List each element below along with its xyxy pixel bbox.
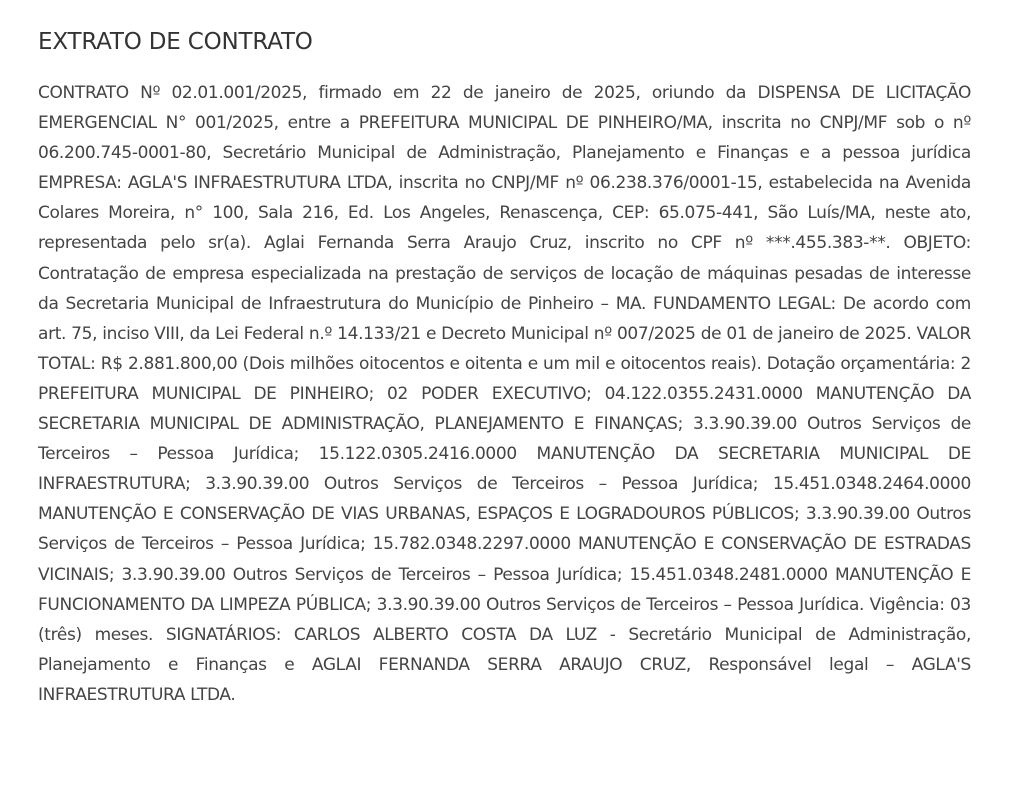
contract-extract	[38, 26, 971, 710]
page-title: EXTRATO DE CONTRATO	[38, 29, 313, 55]
contract-body-text: CONTRATO Nº 02.01.001/2025, firmado em 22 de janeiro de 2025, oriundo da DISPENSA DE LICITAÇÃO EMERGENCIAL N° 001/2025, entre a PREFEITURA MUNICIPAL DE PINHEIRO/MA, inscrita no CNPJ/MF sob o nº 06.200.745-0001-80, Secretário Municipal de Administração, Planejamento e Finanças e a pessoa jurídica EMPRESA: AGLA'S INFRAESTRUTURA LTDA, inscrita no CNPJ/MF nº 06.238.376/0001-15, estabelecida na Avenida Colares Moreira, n° 100, Sala 216, Ed. Los Angeles, Renascença, CEP: 65.075-441, São Luís/MA, neste ato, representada pelo sr(a). Aglai Fernanda Serra Araujo Cruz, inscrito no CPF nº ***.455.383-**. OBJETO: Contratação de empresa especializada na prestação de serviços de locação de máquinas pesadas de interesse da Secretaria Municipal de Infraestrutura do Município de Pinheiro – MA. FUNDAMENTO LEGAL: De acordo com art. 75, inciso VIII, da Lei Federal n.º 14.133/21 e Decreto Municipal nº 007/2025 de 01 de janeiro de 2025. VALOR TOTAL: R$ 2.881.800,00 (Dois milhões oitocentos e oitenta e um mil e oitocentos reais). Dotação orçamentária: 2 PREFEITURA MUNICIPAL DE PINHEIRO; 02 PODER EXECUTIVO; 04.122.0355.2431.0000 MANUTENÇÃO DA SECRETARIA MUNICIPAL DE ADMINISTRAÇÃO, PLANEJAMENTO E FINANÇAS; 3.3.90.39.00 Outros Serviços de Terceiros – Pessoa Jurídica; 15.122.0305.2416.0000 MANUTENÇÃO DA SECRETARIA MUNICIPAL DE INFRAESTRUTURA; 3.3.90.39.00 Outros Serviços de Terceiros – Pessoa Jurídica; 15.451.0348.2464.0000 MANUTENÇÃO E CONSERVAÇÃO DE VIAS URBANAS, ESPAÇOS E LOGRADOUROS PÚBLICOS; 3.3.90.39.00 Outros Serviços de Terceiros – Pessoa Jurídica; 15.782.0348.2297.0000 MANUTENÇÃO E CONSERVAÇÃO DE ESTRADAS VICINAIS; 3.3.90.39.00 Outros Serviços de Terceiros – Pessoa Jurídica; 15.451.0348.2481.0000 MANUTENÇÃO E FUNCIONAMENTO DA LIMPEZA PÚBLICA; 3.3.90.39.00 Outros Serviços de Terceiros – Pessoa Jurídica. Vigência: 03 (três) meses. SIGNATÁRIOS: CARLOS ALBERTO COSTA DA LUZ - Secretário Municipal de Administração, Planejamento e Finanças e AGLAI FERNANDA SERRA ARAUJO CRUZ, Responsável legal – AGLA'S INFRAESTRUTURA LTDA.	[38, 83, 971, 705]
